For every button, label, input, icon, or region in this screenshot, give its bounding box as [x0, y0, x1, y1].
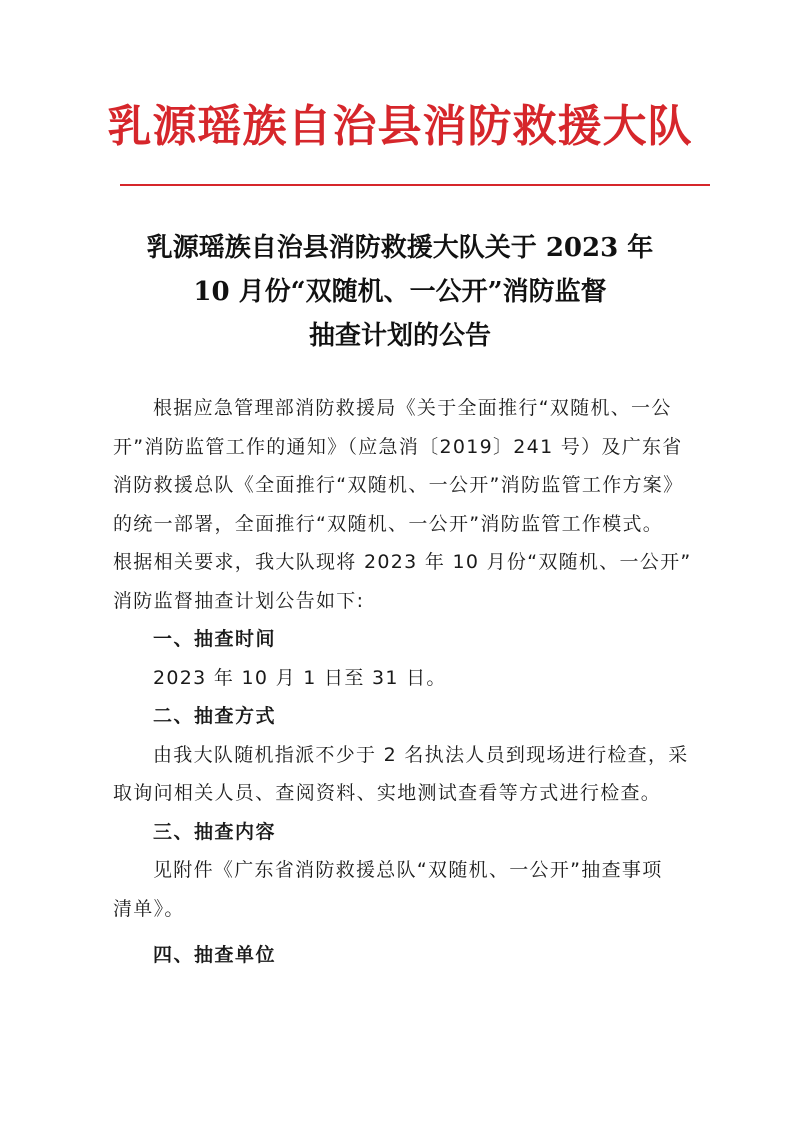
notice-title-line-1: 乳源瑶族自治县消防救援大队关于 2023 年 [146, 233, 654, 263]
intro-line-1: 根据应急管理部消防救援局《关于全面推行“双随机、一公 [153, 397, 672, 419]
intro-line-5: 根据相关要求，我大队现将 2023 年 10 月份“双随机、一公开” [113, 551, 692, 573]
intro-line-4: 的统一部署，全面推行“双随机、一公开”消防监管工作模式。 [113, 512, 664, 535]
intro-line-6: 消防监督抽查计划公告如下: [113, 589, 365, 612]
notice-title-line-2: 10 月份“双随机、一公开”消防监督 [193, 277, 607, 307]
notice-title-line-3: 抽查计划的公告 [308, 321, 491, 351]
section-3-line-2: 清单》。 [113, 897, 185, 920]
red-header-org-name: 乳源瑶族自治县消防救援大队 [107, 101, 693, 152]
intro-line-2: 开”消防监管工作的通知》（应急消〔2019〕241 号）及广东省 [113, 435, 683, 458]
section-3-line-1: 见附件《广东省消防救援总队“双随机、一公开”抽查事项 [153, 859, 663, 881]
section-2-line-1: 由我大队随机指派不少于 2 名执法人员到现场进行检查，采 [153, 743, 689, 766]
section-3-heading: 三、抽查内容 [153, 820, 277, 843]
intro-line-3: 消防救援总队《全面推行“双随机、一公开”消防监管工作方案》 [113, 474, 684, 496]
section-1-heading: 一、抽查时间 [153, 628, 277, 650]
section-1-text: 2023 年 10 月 1 日至 31 日。 [153, 666, 447, 689]
notice-title [0, 226, 800, 358]
section-2-heading: 二、抽查方式 [153, 705, 277, 727]
section-4-heading: 四、抽查单位 [153, 944, 277, 966]
section-2-line-2: 取询问相关人员、查阅资料、实地测试查看等方式进行检查。 [113, 782, 662, 804]
section-spacer [113, 928, 713, 936]
red-header-rule [120, 184, 710, 186]
notice-body [113, 389, 713, 975]
